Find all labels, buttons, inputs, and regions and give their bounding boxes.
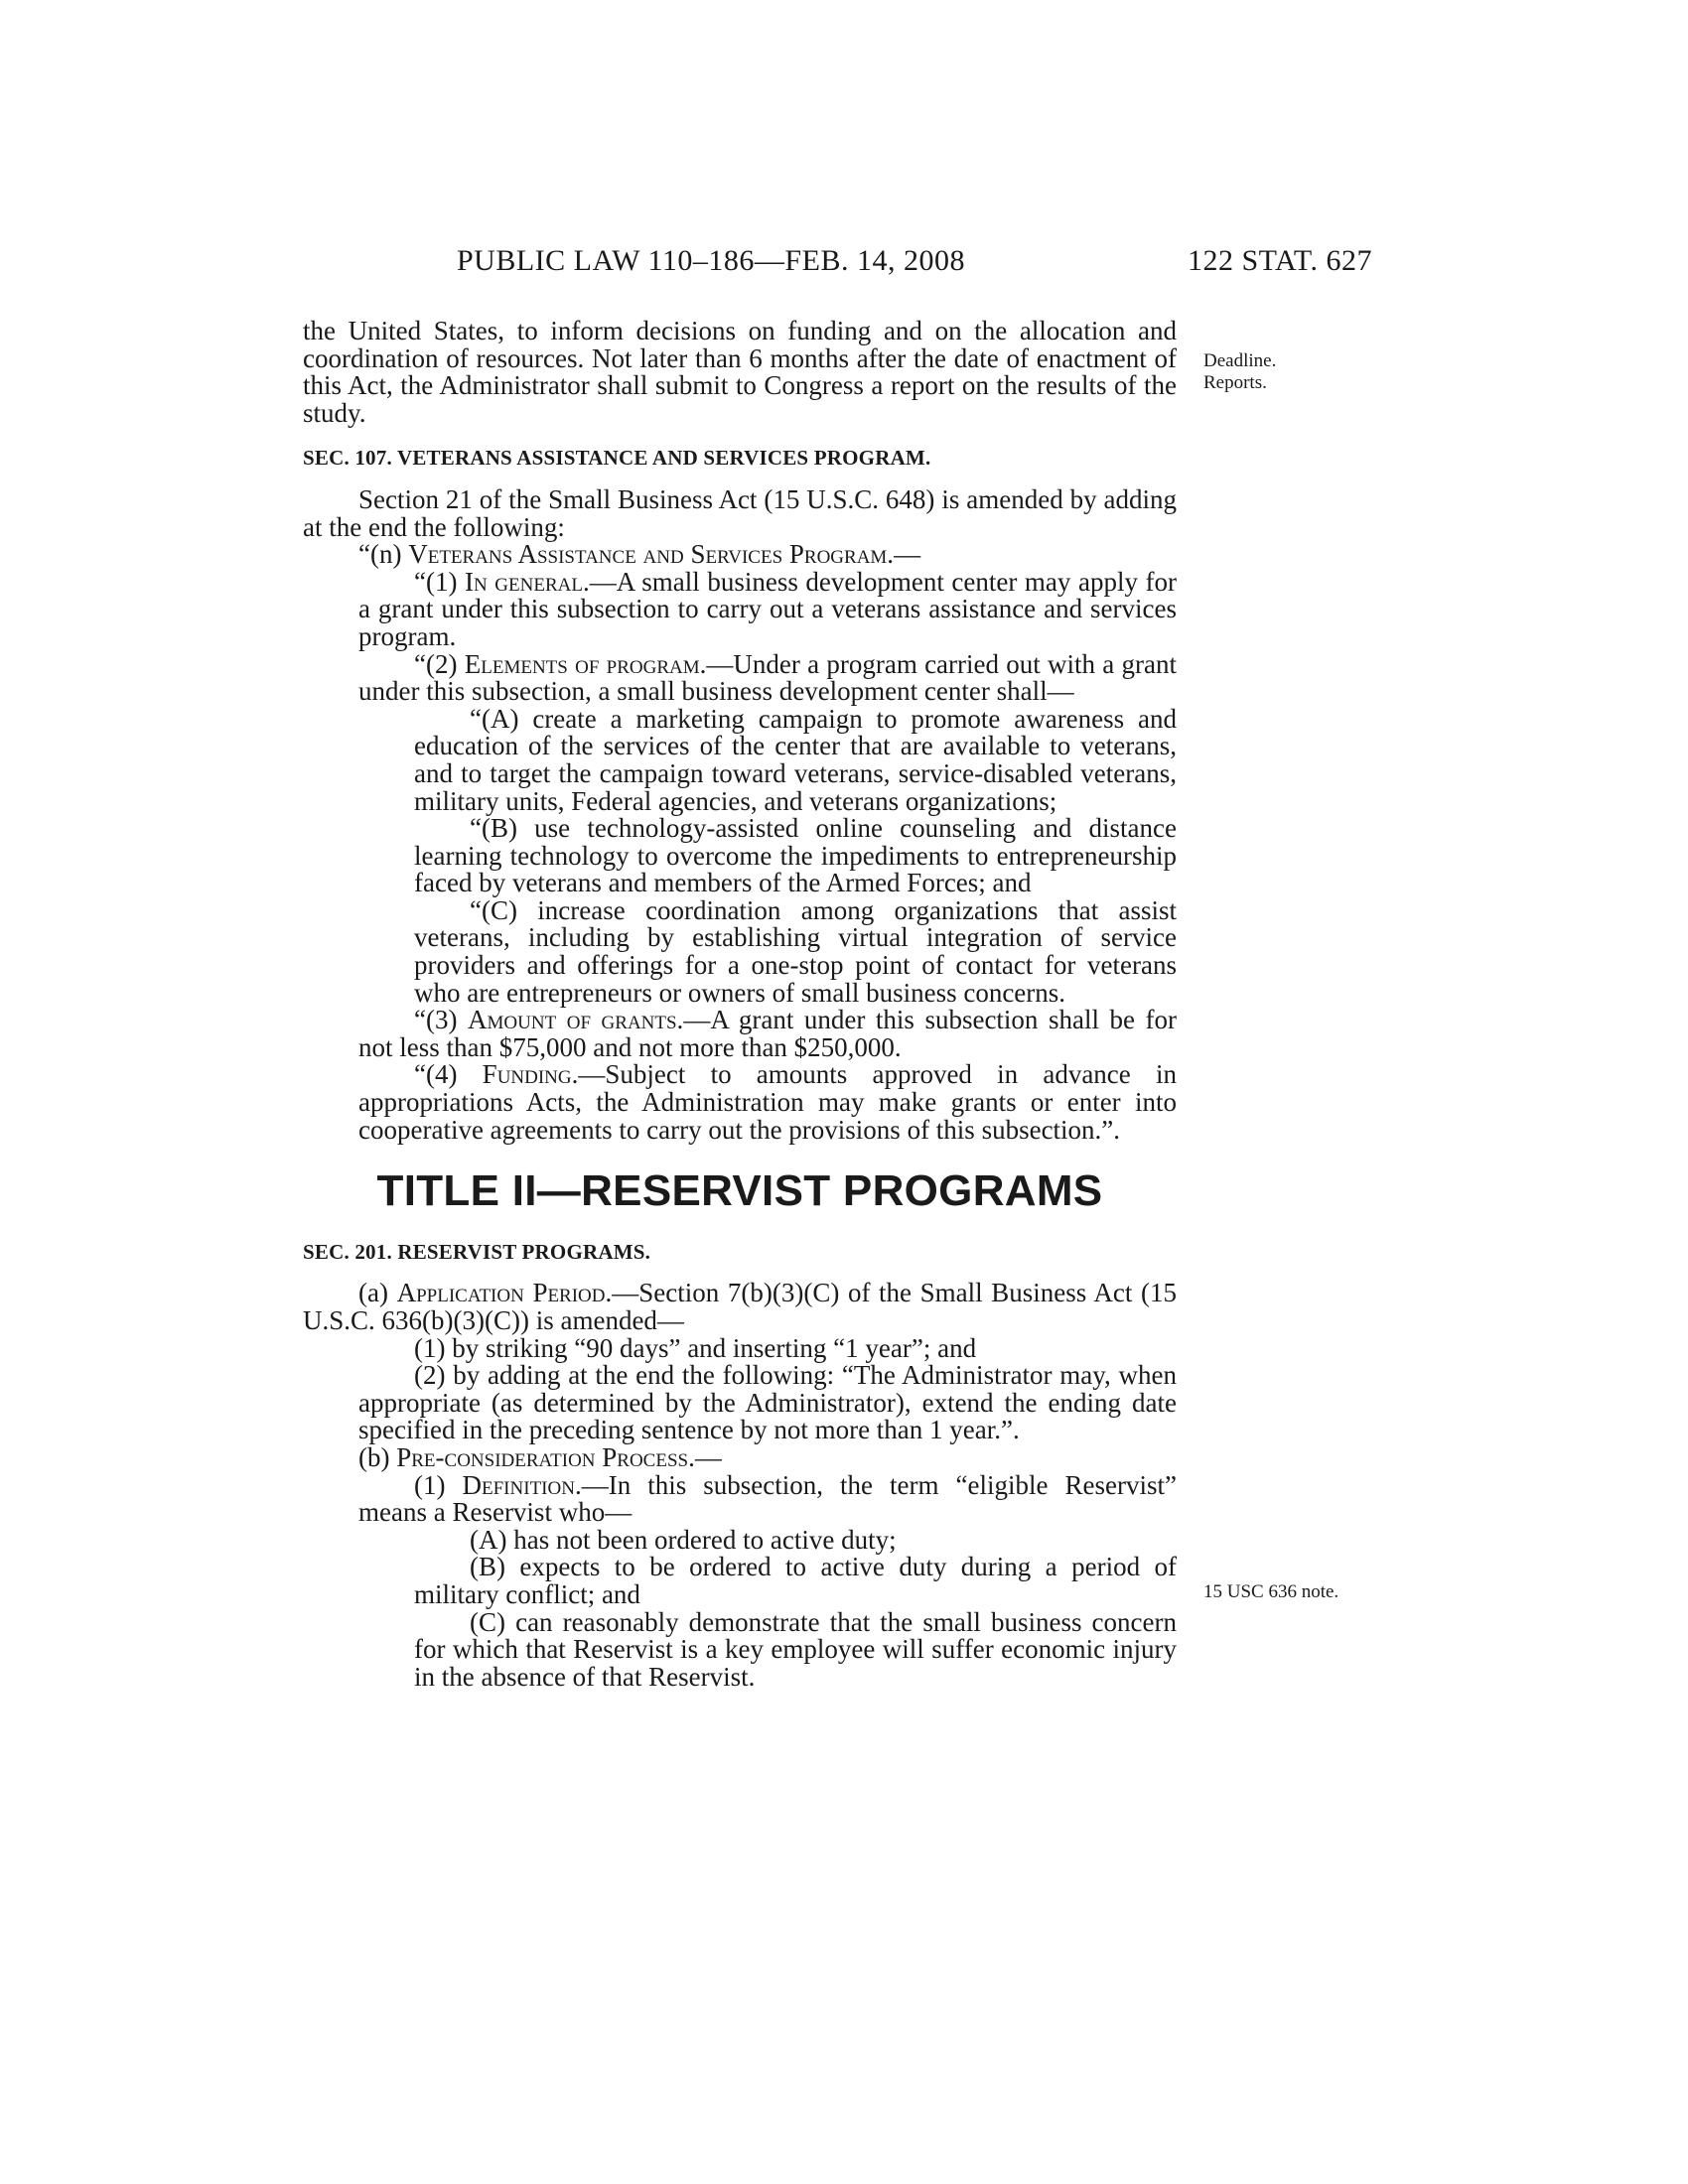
continuation-paragraph: the United States, to inform decisions on funding and on the allocation and coordination of resources. Not later than 6 months after the date of enactment of this Act, the Administrator shall submit to Congress a report on the results of the study. <box>303 316 1177 428</box>
paragraph-n2-text: —Under a program carried out with a grant under this subsection, a small business development center shall— <box>358 648 1178 707</box>
subsection-a <box>303 1280 1177 1334</box>
subsection-b <box>303 1441 1177 1472</box>
clause-n2b: “(B) use technology-assisted online counseling and distance learning technology to overcome the impediments to entrepreneurship faced by veterans and members of the Armed Forces; and <box>414 813 1177 898</box>
subsection-n <box>303 541 1177 569</box>
paragraph-b1-title: Definition. <box>462 1469 582 1500</box>
margin-note-deadline: Deadline. <box>1203 350 1277 371</box>
paragraph-n4 <box>303 1061 1177 1144</box>
margin-note-usc: 15 USC 636 note. <box>1203 1581 1339 1602</box>
paragraph-n4-title: Funding. <box>482 1059 579 1090</box>
clause-n2a: “(A) create a marketing campaign to promote awareness and education of the services of the center that are available to veterans, and to target the campaign toward veterans, service-disabled veterans, military units, Federal agencies, and veterans organizations; <box>414 703 1177 816</box>
paragraph-n3-title: Amount of grants. <box>468 1005 684 1035</box>
clause-b1b: (B) expects to be ordered to active duty during a period of military conflict; and <box>414 1552 1177 1609</box>
section-201-heading: SEC. 201. RESERVIST PROGRAMS. <box>303 1239 651 1264</box>
margin-note-reports: Reports. <box>1203 372 1267 393</box>
subsection-a-title: Application Period. <box>396 1278 613 1308</box>
subsection-n-prefix: “(n) <box>358 539 409 570</box>
paragraph-n2-title: Elements of program. <box>464 648 707 679</box>
paragraph-n1-text: —A small business development center may apply for a grant under this subsection to carry out a veterans assistance and services program. <box>358 566 1177 651</box>
sec107-intro: Section 21 of the Small Business Act (15 U.S.C. 648) is amended by adding at the end the following: <box>303 483 1177 542</box>
paragraph-n4-text: —Subject to amounts approved in advance in appropriations Acts, the Administration may make grants or enter into cooperative agreements to carry out the provisions of this subsection.”. <box>358 1059 1177 1145</box>
paragraph-n2-prefix: “(2) <box>414 648 465 679</box>
paragraph-a2: (2) by adding at the end the following: “The Administrator may, when appropriate (as determined by the Administrator), extend the ending date specified in the preceding sentence by not more than 1 year.”. <box>358 1360 1177 1445</box>
paragraph-b1-prefix: (1) <box>414 1469 463 1500</box>
clause-b1c: (C) can reasonably demonstrate that the small business concern for which that Reservist is a key employee will suffer economic injury in the absence of that Reservist. <box>414 1606 1177 1692</box>
running-title: PUBLIC LAW 110–186—FEB. 14, 2008 <box>457 244 965 277</box>
paragraph-n1-title: In general. <box>465 566 590 597</box>
document-body <box>303 318 1177 1691</box>
subsection-n-title: Veterans Assistance and Services Program. <box>408 539 895 570</box>
paragraph-n2 <box>303 648 1178 707</box>
subsection-a-text: —Section 7(b)(3)(C) of the Small Business Act (15 U.S.C. 636(b)(3)(C)) is amended— <box>303 1278 1178 1335</box>
subsection-b-dash: — <box>694 1441 722 1472</box>
paragraph-n3-text: —A grant under this subsection shall be for not less than $75,000 and not more than $250,000. <box>358 1005 1178 1062</box>
clause-b1a: (A) has not been ordered to active duty; <box>470 1524 897 1555</box>
subsection-a-prefix: (a) <box>358 1278 397 1308</box>
paragraph-b1-text: —In this subsection, the term “eligible Reservist” means a Reservist who— <box>358 1469 1177 1528</box>
paragraph-n3 <box>303 1007 1177 1061</box>
section-107-heading: SEC. 107. VETERANS ASSISTANCE AND SERVICES PROGRAM. <box>303 446 931 471</box>
paragraph-n1 <box>303 566 1177 651</box>
running-header <box>0 244 1688 284</box>
clause-n2c: “(C) increase coordination among organizations that assist veterans, including by establishing virtual integration of service providers and offerings for a one-stop point of contact for veterans who are entrepreneurs or owners of small business concerns. <box>414 894 1177 1008</box>
paragraph-n4-prefix: “(4) <box>414 1059 483 1090</box>
subsection-n-dash: — <box>894 539 921 570</box>
paragraph-a1: (1) by striking “90 days” and inserting “1 year”; and <box>414 1332 977 1363</box>
subsection-b-title: Pre-consideration Process. <box>396 1441 695 1472</box>
paragraph-b1 <box>303 1469 1177 1528</box>
paragraph-n3-prefix: “(3) <box>414 1005 469 1035</box>
subsection-b-prefix: (b) <box>358 1441 397 1472</box>
stat-citation: 122 STAT. 627 <box>1187 244 1372 277</box>
title-ii-heading: TITLE II—RESERVIST PROGRAMS <box>376 1166 1103 1216</box>
paragraph-n1-prefix: “(1) <box>414 566 466 597</box>
